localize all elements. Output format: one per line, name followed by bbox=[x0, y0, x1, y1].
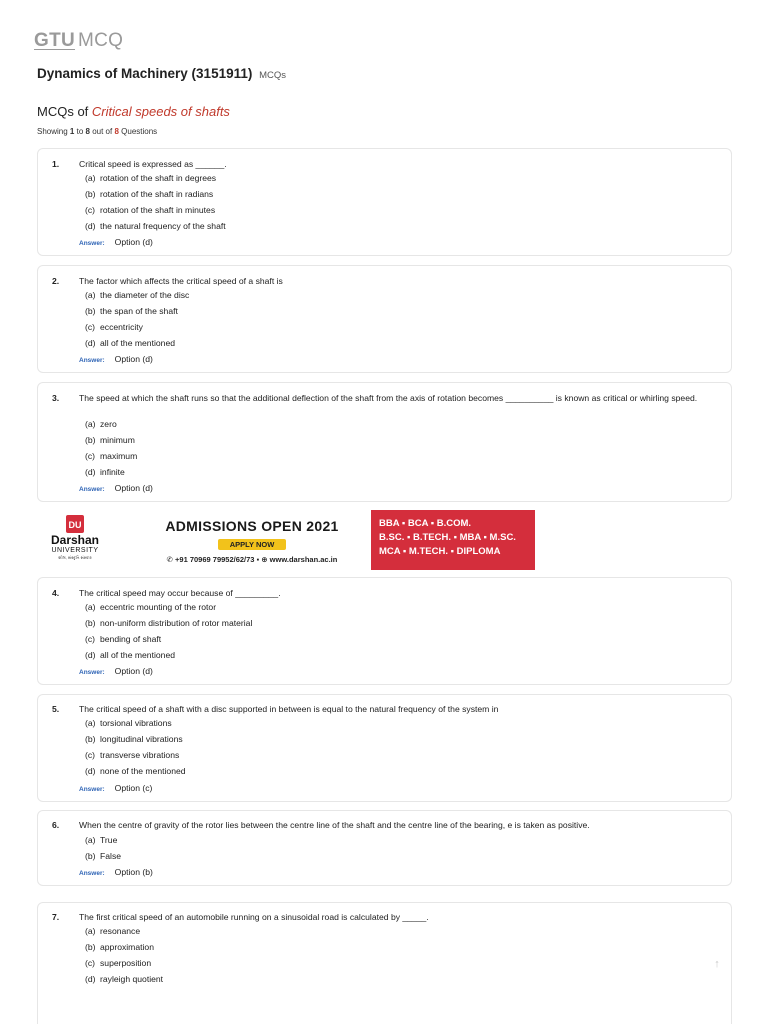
topic-heading bbox=[37, 104, 230, 119]
option-text: transverse vibrations bbox=[100, 750, 180, 760]
ad-contact: ✆ +91 70969 79952/62/73 ▪ ⊕ www.darshan.ac.in bbox=[166, 555, 338, 564]
option-d bbox=[85, 974, 163, 984]
option-text: eccentricity bbox=[100, 322, 143, 332]
option-a bbox=[85, 602, 216, 612]
ad-courses-panel bbox=[371, 510, 535, 570]
darshan-logo bbox=[40, 514, 110, 570]
question-number: 5. bbox=[52, 704, 60, 714]
option-text: True bbox=[100, 835, 118, 845]
admissions-ad-banner[interactable] bbox=[37, 508, 535, 570]
option-label: (d) bbox=[85, 650, 96, 660]
ad-title: ADMISSIONS OPEN 2021 bbox=[165, 518, 339, 534]
scroll-to-top-icon[interactable]: ↑ bbox=[714, 958, 720, 970]
option-label: (b) bbox=[85, 734, 96, 744]
question-row bbox=[52, 392, 701, 418]
option-text: minimum bbox=[100, 435, 135, 445]
option-label: (a) bbox=[85, 835, 96, 845]
option-label: (a) bbox=[85, 926, 96, 936]
option-text: longitudinal vibrations bbox=[100, 734, 183, 744]
option-b bbox=[85, 435, 135, 445]
question-card-2 bbox=[37, 265, 732, 373]
option-text: False bbox=[100, 851, 122, 861]
option-text: rotation of the shaft in radians bbox=[100, 189, 214, 199]
answer-row bbox=[79, 783, 152, 793]
question-number: 3. bbox=[52, 393, 60, 403]
question-row bbox=[52, 819, 701, 832]
option-text: torsional vibrations bbox=[100, 718, 172, 728]
question-row bbox=[52, 158, 701, 171]
answer-value: Option (d) bbox=[114, 354, 153, 364]
option-b bbox=[85, 189, 213, 199]
answer-label: Answer: bbox=[79, 486, 105, 493]
option-label: (b) bbox=[85, 306, 96, 316]
option-label: (c) bbox=[85, 205, 96, 215]
answer-row bbox=[79, 483, 153, 493]
answer-value: Option (d) bbox=[114, 666, 153, 676]
option-a bbox=[85, 419, 117, 429]
question-row bbox=[52, 911, 701, 924]
answer-row bbox=[79, 867, 153, 877]
question-number: 4. bbox=[52, 588, 60, 598]
darshan-logo-icon bbox=[65, 514, 85, 534]
option-label: (c) bbox=[85, 322, 96, 332]
option-label: (d) bbox=[85, 974, 96, 984]
option-text: maximum bbox=[100, 451, 138, 461]
question-number: 6. bbox=[52, 820, 60, 830]
option-label: (b) bbox=[85, 435, 96, 445]
answer-value: Option (d) bbox=[114, 483, 153, 493]
option-d bbox=[85, 467, 125, 477]
answer-value: Option (b) bbox=[114, 867, 153, 877]
showing-prefix: Showing bbox=[37, 127, 68, 136]
question-card-6 bbox=[37, 810, 732, 886]
option-label: (d) bbox=[85, 766, 96, 776]
option-text: bending of shaft bbox=[100, 634, 162, 644]
option-text: rotation of the shaft in minutes bbox=[100, 205, 216, 215]
option-label: (a) bbox=[85, 419, 96, 429]
option-text: the natural frequency of the shaft bbox=[100, 221, 226, 231]
question-number: 7. bbox=[52, 912, 60, 922]
option-c bbox=[85, 750, 179, 760]
option-c bbox=[85, 205, 215, 215]
option-a bbox=[85, 290, 189, 300]
option-c bbox=[85, 322, 143, 332]
ad-courses-line: BBA ▪ BCA ▪ B.COM. bbox=[379, 518, 472, 529]
option-label: (a) bbox=[85, 602, 96, 612]
option-b bbox=[85, 942, 154, 952]
ad-center bbox=[137, 518, 367, 564]
question-card-1 bbox=[37, 148, 732, 256]
option-label: (d) bbox=[85, 338, 96, 348]
logo-mcq-text: MCQ bbox=[78, 30, 124, 51]
showing-to-word: to bbox=[76, 127, 84, 136]
subject-tag: MCQs bbox=[259, 70, 287, 81]
question-text: The first critical speed of an automobile running on a sinusoidal road is calculated by _____. bbox=[79, 912, 429, 922]
option-c bbox=[85, 634, 161, 644]
option-text: rotation of the shaft in degrees bbox=[100, 173, 217, 183]
option-label: (a) bbox=[85, 290, 96, 300]
showing-suffix: Questions bbox=[121, 127, 158, 136]
answer-label: Answer: bbox=[79, 357, 105, 364]
option-label: (c) bbox=[85, 958, 96, 968]
answer-value: Option (d) bbox=[114, 237, 153, 247]
answer-row bbox=[79, 237, 153, 247]
option-c bbox=[85, 451, 137, 461]
option-label: (b) bbox=[85, 942, 96, 952]
option-text: infinite bbox=[100, 467, 125, 477]
option-label: (b) bbox=[85, 851, 96, 861]
option-label: (b) bbox=[85, 618, 96, 628]
question-card-3 bbox=[37, 382, 732, 502]
question-number: 2. bbox=[52, 276, 60, 286]
option-label: (c) bbox=[85, 750, 96, 760]
option-c bbox=[85, 958, 151, 968]
option-d bbox=[85, 221, 226, 231]
topic-name: Critical speeds of shafts bbox=[91, 104, 230, 119]
showing-total: 8 bbox=[114, 127, 119, 136]
option-text: all of the mentioned bbox=[100, 650, 176, 660]
results-count bbox=[37, 127, 157, 136]
question-text: The critical speed of a shaft with a disc supported in between is equal to the natural frequency of the system in bbox=[79, 704, 499, 714]
option-text: superposition bbox=[100, 958, 152, 968]
question-text: Critical speed is expressed as ______. bbox=[79, 159, 227, 169]
topic-prefix: MCQs of bbox=[37, 104, 89, 119]
answer-label: Answer: bbox=[79, 240, 105, 247]
option-text: all of the mentioned bbox=[100, 338, 176, 348]
answer-value: Option (c) bbox=[114, 783, 153, 793]
darshan-tagline: શીલ, સંસ્કૃતિ સંસ્કાર bbox=[58, 555, 92, 560]
question-card-4 bbox=[37, 577, 732, 685]
answer-row bbox=[79, 666, 153, 676]
site-logo[interactable] bbox=[34, 30, 123, 52]
showing-from: 1 bbox=[69, 127, 75, 136]
option-text: the diameter of the disc bbox=[100, 290, 190, 300]
darshan-university: UNIVERSITY bbox=[51, 547, 99, 554]
option-a bbox=[85, 718, 172, 728]
showing-out-of: out of bbox=[92, 127, 113, 136]
question-card-5 bbox=[37, 694, 732, 802]
option-label: (c) bbox=[85, 634, 96, 644]
option-d bbox=[85, 650, 175, 660]
option-b bbox=[85, 851, 121, 861]
question-text: The critical speed may occur because of _________. bbox=[79, 588, 281, 598]
question-row bbox=[52, 587, 701, 600]
answer-label: Answer: bbox=[79, 669, 105, 676]
question-text: When the centre of gravity of the rotor lies between the centre line of the shaft and the centre line of the bearing, e is taken as positive. bbox=[79, 820, 590, 830]
option-b bbox=[85, 734, 183, 744]
answer-label: Answer: bbox=[79, 870, 105, 877]
option-label: (a) bbox=[85, 718, 96, 728]
option-text: rayleigh quotient bbox=[100, 974, 164, 984]
option-text: zero bbox=[100, 419, 117, 429]
apply-now-button[interactable]: APPLY NOW bbox=[218, 539, 287, 550]
option-d bbox=[85, 766, 186, 776]
ad-courses-line: B.SC. ▪ B.TECH. ▪ MBA ▪ M.SC. bbox=[379, 532, 516, 543]
option-a bbox=[85, 835, 117, 845]
option-a bbox=[85, 173, 216, 183]
showing-to: 8 bbox=[85, 127, 90, 136]
svg-text:DU: DU bbox=[68, 520, 82, 530]
option-label: (c) bbox=[85, 451, 96, 461]
question-row bbox=[52, 703, 701, 716]
ad-courses-line: MCA ▪ M.TECH. ▪ DIPLOMA bbox=[379, 546, 501, 557]
option-b bbox=[85, 306, 178, 316]
answer-label: Answer: bbox=[79, 786, 105, 793]
darshan-name: Darshan bbox=[50, 533, 100, 547]
option-b bbox=[85, 618, 252, 628]
option-d bbox=[85, 338, 175, 348]
subject-heading bbox=[37, 66, 286, 81]
question-number: 1. bbox=[52, 159, 60, 169]
option-text: the span of the shaft bbox=[100, 306, 178, 316]
option-text: none of the mentioned bbox=[100, 766, 186, 776]
question-text: The speed at which the shaft runs so that the additional deflection of the shaft from the axis of rotation becomes __________ is known as critical or whirling speed. bbox=[79, 393, 698, 403]
logo-gtu-text: GTU bbox=[34, 30, 76, 51]
question-card-7 bbox=[37, 902, 732, 1024]
option-label: (d) bbox=[85, 467, 96, 477]
option-a bbox=[85, 926, 140, 936]
option-label: (d) bbox=[85, 221, 96, 231]
question-row bbox=[52, 275, 701, 288]
option-label: (b) bbox=[85, 189, 96, 199]
option-text: eccentric mounting of the rotor bbox=[100, 602, 217, 612]
question-text: The factor which affects the critical speed of a shaft is bbox=[79, 276, 283, 286]
subject-title: Dynamics of Machinery (3151911) bbox=[37, 66, 253, 81]
option-text: resonance bbox=[100, 926, 141, 936]
answer-row bbox=[79, 354, 153, 364]
option-label: (a) bbox=[85, 173, 96, 183]
option-text: non-uniform distribution of rotor material bbox=[100, 618, 253, 628]
option-text: approximation bbox=[100, 942, 154, 952]
